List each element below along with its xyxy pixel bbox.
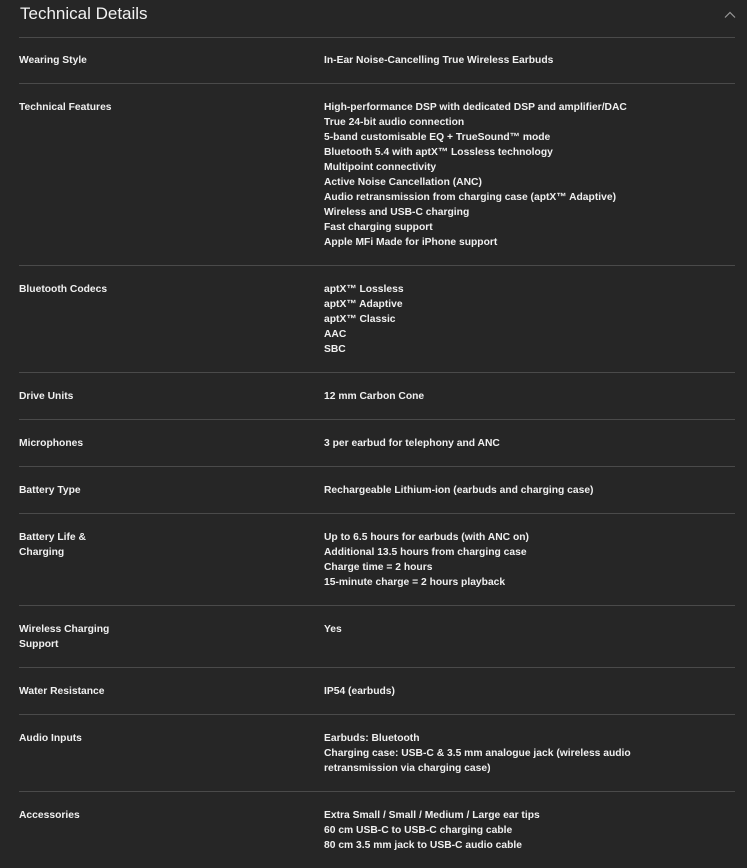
spec-row xyxy=(19,606,735,668)
spec-row xyxy=(19,467,735,514)
spec-row xyxy=(19,266,735,373)
spec-value-line: Audio retransmission from charging case (aptX™ Adaptive) xyxy=(324,192,616,203)
spec-value-line: 12 mm Carbon Cone xyxy=(324,391,425,402)
spec-row xyxy=(19,668,735,715)
spec-row xyxy=(19,373,735,420)
spec-values xyxy=(324,622,735,652)
collapse-button[interactable] xyxy=(721,6,739,24)
spec-value-line: Apple MFi Made for iPhone support xyxy=(324,237,498,248)
spec-label xyxy=(19,282,324,357)
spec-row xyxy=(19,792,735,868)
spec-label-line: Technical Features xyxy=(19,102,112,113)
spec-label xyxy=(19,808,324,853)
spec-value-line: Yes xyxy=(324,624,342,635)
spec-values xyxy=(324,731,735,776)
spec-values xyxy=(324,530,735,590)
spec-label xyxy=(19,389,324,404)
spec-row xyxy=(19,715,735,792)
spec-label xyxy=(19,622,324,652)
spec-value-line: 3 per earbud for telephony and ANC xyxy=(324,438,500,449)
spec-value-line: AAC xyxy=(324,329,347,340)
spec-label xyxy=(19,684,324,699)
spec-value-line: aptX™ Classic xyxy=(324,314,396,325)
spec-label-line: Water Resistance xyxy=(19,686,105,697)
spec-label xyxy=(19,436,324,451)
spec-label xyxy=(19,53,324,68)
spec-values xyxy=(324,684,735,699)
spec-value-line: Wireless and USB-C charging xyxy=(324,207,470,218)
spec-value-line: Earbuds: Bluetooth xyxy=(324,733,420,744)
spec-values xyxy=(324,53,735,68)
spec-value-line: Additional 13.5 hours from charging case xyxy=(324,547,527,558)
spec-value-line: retransmission via charging case) xyxy=(324,763,491,774)
spec-value-line: Bluetooth 5.4 with aptX™ Lossless technology xyxy=(324,147,553,158)
spec-value-line: aptX™ Adaptive xyxy=(324,299,403,310)
spec-label xyxy=(19,483,324,498)
spec-table xyxy=(19,37,735,868)
spec-values xyxy=(324,100,735,250)
spec-label-line: Charging xyxy=(19,547,65,558)
spec-label-line: Support xyxy=(19,639,59,650)
spec-label-line: Drive Units xyxy=(19,391,74,402)
spec-value-line: Charge time = 2 hours xyxy=(324,562,433,573)
spec-row xyxy=(19,37,735,84)
spec-value-line: High-performance DSP with dedicated DSP and amplifier/DAC xyxy=(324,102,627,113)
spec-value-line: 15-minute charge = 2 hours playback xyxy=(324,577,506,588)
spec-values xyxy=(324,808,735,853)
spec-value-line: SBC xyxy=(324,344,346,355)
spec-values xyxy=(324,436,735,451)
spec-value-line: 80 cm 3.5 mm jack to USB-C audio cable xyxy=(324,840,522,851)
spec-value-line: Active Noise Cancellation (ANC) xyxy=(324,177,482,188)
section-title: Technical Details xyxy=(20,4,148,23)
spec-label-line: Bluetooth Codecs xyxy=(19,284,108,295)
spec-value-line: IP54 (earbuds) xyxy=(324,686,395,697)
spec-value-line: Rechargeable Lithium-ion (earbuds and charging case) xyxy=(324,485,594,496)
spec-label-line: Accessories xyxy=(19,810,80,821)
spec-value-line: Up to 6.5 hours for earbuds (with ANC on) xyxy=(324,532,529,543)
spec-label-line: Battery Life & xyxy=(19,532,86,543)
spec-row xyxy=(19,514,735,606)
spec-value-line: Multipoint connectivity xyxy=(324,162,437,173)
spec-value-line: Extra Small / Small / Medium / Large ear tips xyxy=(324,810,540,821)
spec-value-line: aptX™ Lossless xyxy=(324,284,404,295)
spec-label xyxy=(19,530,324,590)
spec-values xyxy=(324,282,735,357)
spec-value-line: In-Ear Noise-Cancelling True Wireless Earbuds xyxy=(324,55,554,66)
spec-label-line: Battery Type xyxy=(19,485,81,496)
spec-label-line: Wireless Charging xyxy=(19,624,110,635)
spec-values xyxy=(324,483,735,498)
spec-value-line: True 24-bit audio connection xyxy=(324,117,465,128)
spec-values xyxy=(324,389,735,404)
spec-label-line: Wearing Style xyxy=(19,55,87,66)
spec-label-line: Audio Inputs xyxy=(19,733,82,744)
spec-value-line: Fast charging support xyxy=(324,222,433,233)
spec-label xyxy=(19,731,324,776)
spec-value-line: 60 cm USB-C to USB-C charging cable xyxy=(324,825,513,836)
spec-label-line: Microphones xyxy=(19,438,84,449)
spec-value-line: 5-band customisable EQ + TrueSound™ mode xyxy=(324,132,551,143)
section-header[interactable] xyxy=(0,0,747,36)
chevron-up-icon xyxy=(724,11,736,19)
spec-label xyxy=(19,100,324,250)
spec-row xyxy=(19,84,735,266)
spec-row xyxy=(19,420,735,467)
spec-value-line: Charging case: USB-C & 3.5 mm analogue jack (wireless audio xyxy=(324,748,631,759)
